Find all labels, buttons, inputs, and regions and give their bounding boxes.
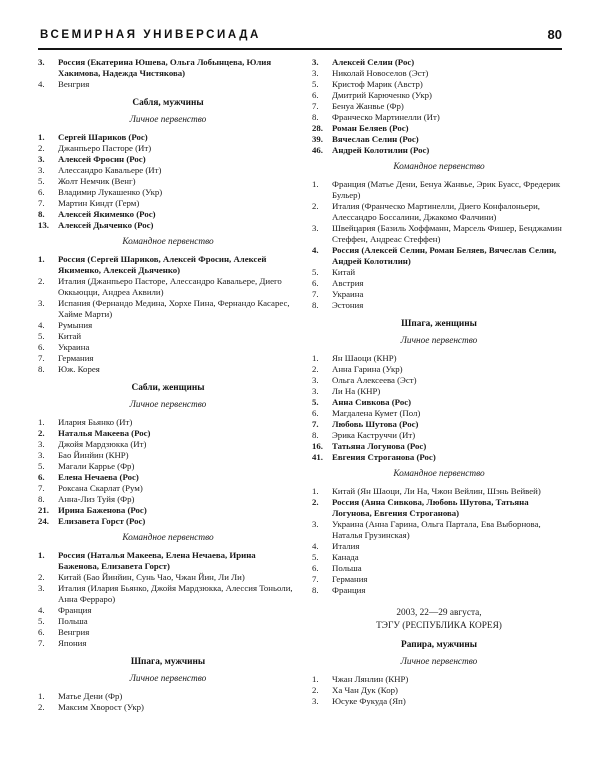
- list-item: [38, 691, 298, 702]
- list-item-text: Максим Хворост (Укр): [58, 702, 144, 712]
- list-item-text: Елена Нечаева (Рос): [58, 472, 139, 482]
- list-item-text: Анна-Лиз Туйя (Фр): [58, 494, 135, 504]
- list-item-text: Швейцария (Базиль Хоффманн, Марсель Фишер, Бенджамин Стеффен, Андреас Стеффен): [332, 223, 562, 244]
- list-item-text: Россия (Наталья Макеева, Елена Нечаева, Ирина Баженова, Елизавета Горст): [58, 550, 256, 571]
- list-item-number: 2.: [312, 685, 319, 695]
- event-note-line: ТЭГУ (РЕСПУБЛИКА КОРЕЯ): [376, 621, 502, 631]
- list-item: [312, 123, 566, 134]
- list-item: [38, 276, 298, 298]
- list-item-text: Роман Беляев (Рос): [332, 123, 409, 133]
- list-item-number: 4.: [38, 320, 45, 330]
- list-item: [312, 201, 566, 223]
- list-item-number: 6.: [312, 563, 319, 573]
- list-item: [312, 278, 566, 289]
- list-item-number: 8.: [312, 112, 319, 122]
- list-item: [38, 472, 298, 483]
- list-item-number: 21.: [38, 505, 49, 515]
- list-item-number: 3.: [312, 386, 319, 396]
- list-item-text: Ольга Алексеева (Эст): [332, 375, 417, 385]
- section-heading: Шпага, мужчины: [130, 657, 206, 667]
- list-item: [38, 702, 298, 713]
- event-note: [312, 608, 566, 632]
- list-item-number: 8.: [312, 430, 319, 440]
- page-title: ВСЕМИРНАЯ УНИВЕРСИАДА: [40, 29, 261, 41]
- list-item-text: Китай: [332, 267, 356, 277]
- list-item-text: Магали Каррье (Фр): [58, 461, 135, 471]
- list-item-text: Жолт Немчик (Венг): [58, 176, 136, 186]
- list-item-text: Китай: [58, 331, 82, 341]
- list-item-number: 7.: [38, 353, 45, 363]
- list-item-text: Ян Шаоци (КНР): [332, 353, 397, 363]
- list-item: [38, 450, 298, 461]
- list-item: [312, 90, 566, 101]
- list-item-text: Джанпьеро Пасторе (Ит): [58, 143, 152, 153]
- result-list: [38, 254, 298, 375]
- result-list: [312, 486, 566, 596]
- list-item: [312, 79, 566, 90]
- list-item-text: Бао Йинйин (КНР): [58, 450, 129, 460]
- result-list: [312, 179, 566, 311]
- list-item-text: Любовь Шутова (Рос): [332, 419, 419, 429]
- list-item: [312, 375, 566, 386]
- list-item-number: 7.: [312, 419, 319, 429]
- result-list: [312, 57, 566, 156]
- list-item-number: 1.: [38, 132, 45, 142]
- list-item-number: 2.: [312, 497, 319, 507]
- list-item: [38, 154, 298, 165]
- result-list: [312, 674, 566, 707]
- list-item: [38, 638, 298, 649]
- list-item-number: 2.: [312, 201, 319, 211]
- list-item-text: Матье Дени (Фр): [58, 691, 123, 701]
- list-item-text: Франческо Мартинелли (Ит): [332, 112, 440, 122]
- list-item: [38, 220, 298, 231]
- list-item-text: Мартин Киндт (Герм): [58, 198, 140, 208]
- list-item-text: Роксана Скарлат (Рум): [58, 483, 143, 493]
- list-item-number: 6.: [38, 472, 45, 482]
- list-item-number: 1.: [312, 674, 319, 684]
- list-item: [312, 145, 566, 156]
- list-item-text: Вячеслав Селин (Рос): [332, 134, 419, 144]
- list-item-number: 13.: [38, 220, 49, 230]
- list-item-text: Польша: [332, 563, 362, 573]
- list-item-text: Италия (Франческо Мартинелли, Диего Конфалоньери, Алессандро Боссалини, Джакомо Фалчини): [332, 201, 540, 222]
- list-item: [38, 583, 298, 605]
- list-item-number: 8.: [38, 364, 45, 374]
- list-item-number: 7.: [312, 574, 319, 584]
- list-item-number: 4.: [38, 79, 45, 89]
- list-item: [38, 165, 298, 176]
- list-item-text: Юсуке Фукуда (Яп): [332, 696, 406, 706]
- list-item-number: 5.: [38, 616, 45, 626]
- list-item-number: 3.: [312, 57, 319, 67]
- list-item-text: Канада: [332, 552, 359, 562]
- list-item-number: 1.: [38, 417, 45, 427]
- list-item: [38, 79, 298, 90]
- list-item: [38, 320, 298, 331]
- list-item: [38, 331, 298, 342]
- list-item-text: Бенуа Жанвье (Фр): [332, 101, 404, 111]
- list-item-number: 41.: [312, 452, 323, 462]
- list-item: [312, 585, 566, 596]
- list-item-number: 24.: [38, 516, 49, 526]
- list-item: [38, 616, 298, 627]
- list-item: [312, 696, 566, 707]
- list-item-text: Ха Чан Дук (Кор): [332, 685, 398, 695]
- list-item-number: 8.: [312, 585, 319, 595]
- list-item: [312, 497, 566, 519]
- list-item-text: Польша: [58, 616, 88, 626]
- list-item-number: 5.: [312, 267, 319, 277]
- list-item: [38, 187, 298, 198]
- list-item: [312, 519, 566, 541]
- list-item-number: 3.: [312, 68, 319, 78]
- list-item-text: Наталья Макеева (Рос): [58, 428, 151, 438]
- list-item: [312, 364, 566, 375]
- list-item-number: 3.: [312, 519, 319, 529]
- list-item-number: 7.: [38, 483, 45, 493]
- list-item-text: Сергей Шариков (Рос): [58, 132, 148, 142]
- list-item-number: 7.: [312, 289, 319, 299]
- list-item-text: Украина: [332, 289, 364, 299]
- list-item-text: Джойя Мардзюкка (Ит): [58, 439, 147, 449]
- list-item-text: Румыния: [58, 320, 93, 330]
- list-item-number: 5.: [38, 331, 45, 341]
- list-item-number: 5.: [38, 176, 45, 186]
- list-item: [38, 176, 298, 187]
- list-item-text: Анна Сивкова (Рос): [332, 397, 412, 407]
- list-item-number: 6.: [38, 342, 45, 352]
- list-item-text: Россия (Алексей Селин, Роман Беляев, Вячеслав Селин, Андрей Колотилин): [332, 245, 557, 266]
- list-item-number: 3.: [312, 375, 319, 385]
- list-item-number: 3.: [38, 583, 45, 593]
- list-item-number: 6.: [312, 408, 319, 418]
- subsection-heading: Личное первенство: [129, 115, 207, 125]
- list-item-number: 3.: [312, 696, 319, 706]
- header-rule: [38, 48, 562, 50]
- list-item-text: Франция: [332, 585, 366, 595]
- list-item: [38, 132, 298, 143]
- list-item: [38, 627, 298, 638]
- list-item-number: 8.: [312, 300, 319, 310]
- list-item-number: 28.: [312, 123, 323, 133]
- list-item: [312, 57, 566, 68]
- list-item: [312, 452, 566, 463]
- list-item: [312, 408, 566, 419]
- list-item-text: Анна Гарина (Укр): [332, 364, 403, 374]
- list-item: [312, 563, 566, 574]
- column-right: [312, 57, 566, 707]
- subsection-heading: Командное первенство: [122, 533, 214, 543]
- list-item: [312, 552, 566, 563]
- list-item: [312, 674, 566, 685]
- section-heading: Сабли, женщины: [131, 383, 205, 393]
- list-item-number: 1.: [312, 179, 319, 189]
- list-item-number: 3.: [38, 298, 45, 308]
- list-item-text: Николай Новоселов (Эст): [332, 68, 429, 78]
- list-item-number: 5.: [312, 552, 319, 562]
- list-item-number: 6.: [38, 187, 45, 197]
- list-item: [312, 541, 566, 552]
- list-item-number: 2.: [38, 702, 45, 712]
- list-item: [312, 112, 566, 123]
- list-item-number: 3.: [38, 57, 45, 67]
- list-item-number: 1.: [38, 691, 45, 701]
- list-item-text: Андрей Колотилин (Рос): [332, 145, 430, 155]
- list-item: [38, 428, 298, 439]
- list-item: [38, 605, 298, 616]
- list-item-text: Россия (Анна Сивкова, Любовь Шутова, Татьяна Логунова, Евгения Строганова): [332, 497, 529, 518]
- list-item-number: 5.: [38, 461, 45, 471]
- list-item: [312, 300, 566, 311]
- list-item-text: Магдалена Кумет (Пол): [332, 408, 421, 418]
- result-list: [38, 132, 298, 231]
- list-item: [312, 574, 566, 585]
- list-item: [312, 245, 566, 267]
- list-item: [312, 419, 566, 430]
- list-item-text: Эрика Каструччи (Ит): [332, 430, 416, 440]
- list-item-number: 3.: [38, 154, 45, 164]
- list-item-number: 8.: [38, 494, 45, 504]
- list-item-text: Елизавета Горст (Рос): [58, 516, 146, 526]
- list-item: [38, 209, 298, 220]
- list-item-number: 1.: [312, 353, 319, 363]
- list-item-number: 6.: [38, 627, 45, 637]
- list-item: [312, 134, 566, 145]
- list-item: [312, 179, 566, 201]
- list-item-text: Дмитрий Карюченко (Укр): [332, 90, 432, 100]
- list-item-text: Илария Бьянко (Ит): [58, 417, 133, 427]
- list-item-text: Франция: [58, 605, 92, 615]
- list-item: [38, 550, 298, 572]
- list-item-text: Алексей Селин (Рос): [332, 57, 415, 67]
- list-item-text: Венгрия: [58, 627, 90, 637]
- list-item-text: Алексей Дьяченко (Рос): [58, 220, 154, 230]
- list-item: [38, 505, 298, 516]
- list-item-number: 46.: [312, 145, 323, 155]
- list-item: [38, 342, 298, 353]
- list-item-number: 2.: [38, 572, 45, 582]
- list-item-text: Юж. Корея: [58, 364, 100, 374]
- column-left: [38, 57, 298, 713]
- list-item-text: Франция (Матье Дени, Бенуа Жанвье, Эрик Буасс, Фредерик Бульер): [332, 179, 561, 200]
- list-item-number: 8.: [38, 209, 45, 219]
- list-item-text: Италия: [332, 541, 360, 551]
- list-item-number: 4.: [38, 605, 45, 615]
- result-list: [38, 691, 298, 713]
- list-item-text: Ли На (КНР): [332, 386, 381, 396]
- list-item-number: 5.: [312, 79, 319, 89]
- list-item-text: Украина (Анна Гарина, Ольга Партала, Ева Выборнова, Наталья Грузинская): [332, 519, 541, 540]
- list-item-text: Чжан Лянлин (КНР): [332, 674, 409, 684]
- subsection-heading: Личное первенство: [129, 674, 207, 684]
- list-item: [312, 430, 566, 441]
- subsection-heading: Личное первенство: [129, 400, 207, 410]
- list-item-number: 7.: [38, 638, 45, 648]
- list-item-text: Евгения Строганова (Рос): [332, 452, 436, 462]
- list-item-text: Украина: [58, 342, 90, 352]
- list-item-number: 1.: [38, 254, 45, 264]
- section-heading: Шпага, женщины: [401, 319, 477, 329]
- list-item-text: Венгрия: [58, 79, 90, 89]
- list-item: [38, 417, 298, 428]
- list-item-text: Италия (Илария Бьянко, Джойя Мардзюкка, Алессия Тоньоли, Анна Ферраро): [58, 583, 293, 604]
- list-item-number: 4.: [312, 541, 319, 551]
- list-item-text: Россия (Сергей Шариков, Алексей Фросин, Алексей Якименко, Алексей Дьяченко): [58, 254, 267, 275]
- list-item-number: 3.: [38, 450, 45, 460]
- list-item-text: Япония: [58, 638, 87, 648]
- list-item-text: Россия (Екатерина Юшева, Ольга Лобынцева, Юлия Хакимова, Надежда Чистякова): [58, 57, 272, 78]
- list-item-text: Кристоф Марик (Австр): [332, 79, 423, 89]
- list-item-number: 7.: [312, 101, 319, 111]
- list-item: [38, 461, 298, 472]
- result-list: [312, 353, 566, 463]
- list-item-number: 2.: [38, 276, 45, 286]
- list-item-text: Германия: [58, 353, 94, 363]
- list-item: [38, 198, 298, 209]
- list-item-text: Китай (Бао Йинйин, Сунь Чао, Чжан Йин, Ли Ли): [58, 572, 245, 582]
- list-item: [38, 439, 298, 450]
- result-list: [38, 550, 298, 649]
- section-heading: Сабля, мужчины: [132, 98, 204, 108]
- subsection-heading: Командное первенство: [393, 162, 485, 172]
- list-item: [38, 143, 298, 154]
- section-heading: Рапира, мужчины: [401, 640, 477, 650]
- list-item: [38, 57, 298, 79]
- list-item: [38, 494, 298, 505]
- list-item-number: 7.: [38, 198, 45, 208]
- subsection-heading: Личное первенство: [400, 336, 478, 346]
- list-item-number: 6.: [312, 278, 319, 288]
- list-item: [38, 298, 298, 320]
- list-item-text: Ирина Баженова (Рос): [58, 505, 147, 515]
- list-item: [312, 101, 566, 112]
- list-item-number: 3.: [38, 439, 45, 449]
- list-item-text: Владимир Лукашенко (Укр): [58, 187, 163, 197]
- list-item-text: Алексей Фросин (Рос): [58, 154, 146, 164]
- list-item: [312, 397, 566, 408]
- list-item-text: Италия (Джанпьеро Пасторе, Алессандро Кавальере, Диего Оккьюцци, Андреа Аквили): [58, 276, 282, 297]
- list-item: [312, 441, 566, 452]
- list-item-number: 5.: [312, 397, 319, 407]
- list-item: [312, 685, 566, 696]
- list-item-text: Алексей Якименко (Рос): [58, 209, 156, 219]
- list-item-text: Австрия: [332, 278, 364, 288]
- list-item-number: 3.: [38, 165, 45, 175]
- list-item: [38, 483, 298, 494]
- list-item: [312, 289, 566, 300]
- list-item-text: Германия: [332, 574, 368, 584]
- result-list: [38, 417, 298, 527]
- list-item: [38, 572, 298, 583]
- list-item: [38, 516, 298, 527]
- list-item-number: 2.: [312, 364, 319, 374]
- list-item-text: Испания (Фернандо Медина, Хорхе Пина, Фернандо Касарес, Хайме Марти): [58, 298, 290, 319]
- list-item: [312, 486, 566, 497]
- result-list: [38, 57, 298, 90]
- list-item-text: Татьяна Логунова (Рос): [332, 441, 427, 451]
- list-item-text: Эстония: [332, 300, 364, 310]
- page-number: 80: [547, 27, 562, 42]
- list-item-number: 1.: [38, 550, 45, 560]
- list-item: [312, 223, 566, 245]
- list-item: [312, 68, 566, 79]
- list-item-number: 6.: [312, 90, 319, 100]
- list-item: [312, 267, 566, 278]
- subsection-heading: Личное первенство: [400, 657, 478, 667]
- list-item: [312, 353, 566, 364]
- list-item: [38, 353, 298, 364]
- subsection-heading: Командное первенство: [393, 469, 485, 479]
- list-item-number: 16.: [312, 441, 323, 451]
- list-item-number: 2.: [38, 143, 45, 153]
- list-item-number: 1.: [312, 486, 319, 496]
- list-item: [38, 254, 298, 276]
- list-item-text: Китай (Ян Шаоци, Ли На, Чжон Вейлин, Шэнь Вейвей): [332, 486, 541, 496]
- list-item-text: Алессандро Кавальере (Ит): [58, 165, 162, 175]
- list-item: [38, 364, 298, 375]
- list-item-number: 2.: [38, 428, 45, 438]
- list-item-number: 4.: [312, 245, 319, 255]
- event-note-line: 2003, 22—29 августа,: [396, 608, 482, 618]
- subsection-heading: Командное первенство: [122, 237, 214, 247]
- list-item-number: 3.: [312, 223, 319, 233]
- list-item-number: 39.: [312, 134, 323, 144]
- list-item: [312, 386, 566, 397]
